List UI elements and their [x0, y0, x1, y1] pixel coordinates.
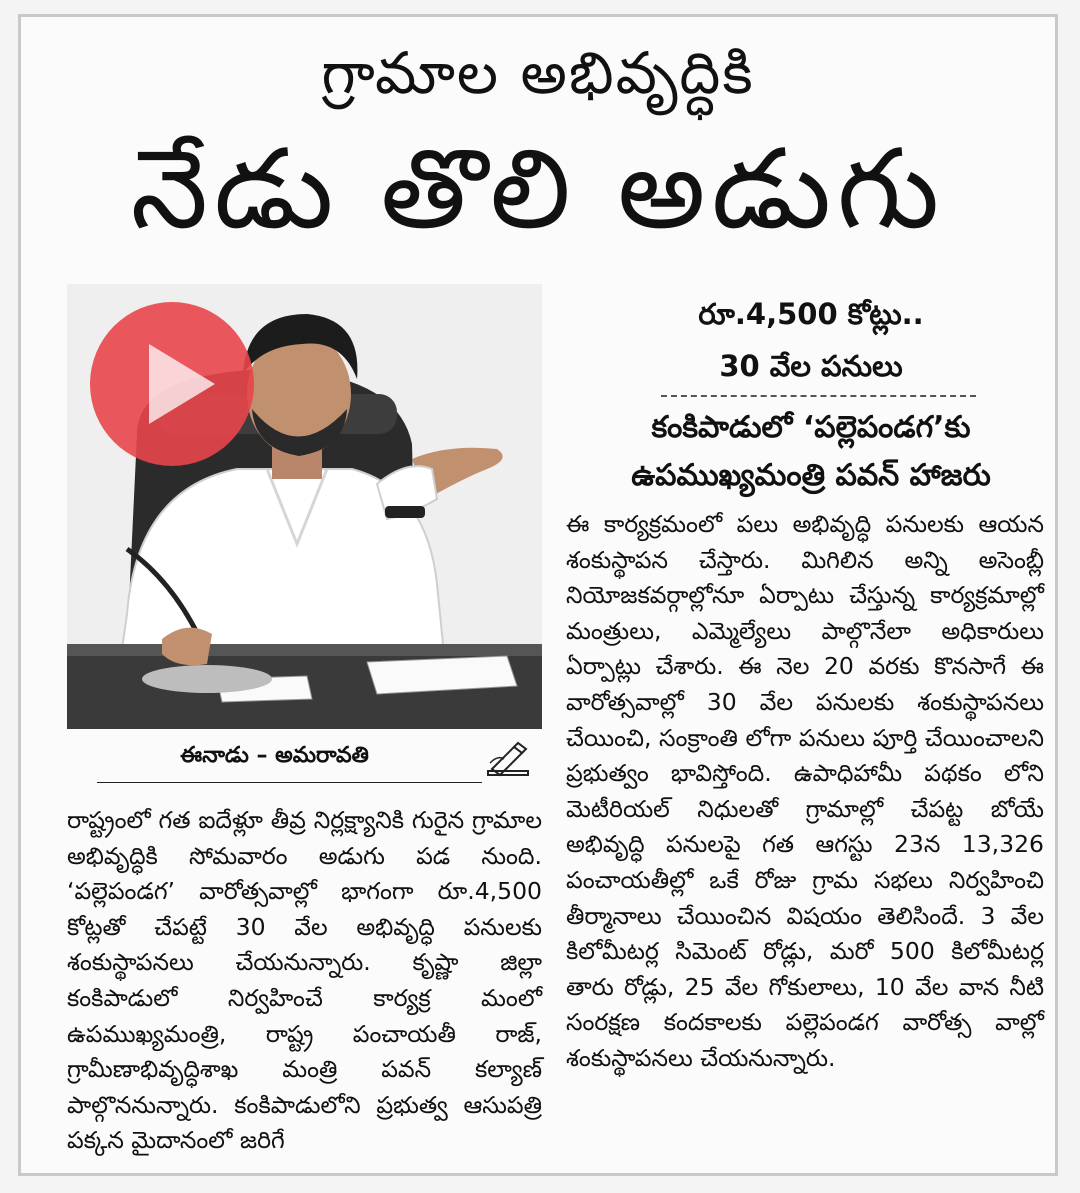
kicker-heading: గ్రామాల అభివృద్ధికి	[321, 39, 755, 107]
subhead-works: 30 వేల పనులు	[719, 349, 903, 383]
subhead-amount: రూ.4,500 కోట్లు..	[698, 297, 924, 331]
main-headline: నేడు తొలి అడుగు	[130, 125, 946, 253]
play-icon[interactable]	[87, 299, 257, 469]
body-text-left: రాష్ట్రంలో గత ఐదేళ్లూ తీవ్ర నిర్లక్ష్యానికి గురైన గ్రామాల అభివృద్ధికి సోమవారం అడుగు పడ నుంది. ‘పల్లెపండగ’ వారోత్సవాల్లో భాగంగా రూ.4,500 కోట్లతో చేపట్టే 30 వేల అభివృద్ధి పనులకు శంకుస్థాపనలు చేయనున్నారు. కృష్ణా జిల్లా కంకిపాడులో నిర్వహించే కార్యక్ర మంలో ఉపముఖ్యమంత్రి, రాష్ట్ర పంచాయతీ రాజ్, గ్రామీణాభివృద్ధిశాఖ మంత్రి పవన్ కల్యాణ్ పాల్గొననున్నారు. కంకిపాడులోని ప్రభుత్వ ఆసుపత్రి పక్కన మైదానంలో జరిగే	[67, 806, 542, 1155]
newspaper-clipping	[18, 14, 1058, 1176]
dashed-divider	[661, 395, 976, 397]
article-photo	[67, 284, 542, 729]
dateline-rule	[97, 782, 482, 783]
dateline-row	[67, 735, 542, 787]
body-column-left	[67, 803, 542, 1159]
dateline: ఈనాడు – అమరావతి	[180, 743, 369, 768]
body-text-right: ఈ కార్యక్రమంలో పలు అభివృద్ధి పనులకు ఆయన శంకుస్థాపన చేస్తారు. మిగిలిన అన్ని అసెంబ్లీ నియోజకవర్గాల్లోనూ ఏర్పాటు చేస్తున్న కార్యక్రమాల్లో మంత్రులు, ఎమ్మెల్యేలు పాల్గొనేలా అధికారులు ఏర్పాట్లు చేశారు. ఈ నెల 20 వరకు కొనసాగే ఈ వారోత్సవాల్లో 30 వేల పనులకు శంకుస్థాపనలు చేయించి, సంక్రాంతి లోగా పనులు పూర్తి చేయించాలని ప్రభుత్వం భావిస్తోంది. ఉపాధిహామీ పథకం లోని మెటీరియల్ నిధులతో గ్రామాల్లో చేపట్ట బోయే అభివృద్ధి పనులపై గత ఆగస్టు 23న 13,326 పంచాయతీల్లో ఒకే రోజు గ్రామ సభలు నిర్వహించి తీర్మానాలు చేయించిన విషయం తెలిసిందే. 3 వేల కిలోమీటర్ల సిమెంట్ రోడ్లు, మరో 500 కిలోమీటర్ల తారు రోడ్లు, 25 వేల గోకులాలు, 10 వేల వాన నీటి సంరక్షణ కందకాలకు పల్లెపండగ వారోత్స వాల్లో శంకుస్థాపనలు చేయనున్నారు.	[566, 510, 1044, 1072]
pen-icon	[484, 741, 532, 781]
deck-line-1: కంకిపాడులో ‘పల్లెపండగ’కు	[651, 410, 971, 445]
deck-line-2: ఉపముఖ్యమంత్రి పవన్ హాజరు	[631, 458, 991, 493]
body-column-right	[566, 507, 1044, 1077]
